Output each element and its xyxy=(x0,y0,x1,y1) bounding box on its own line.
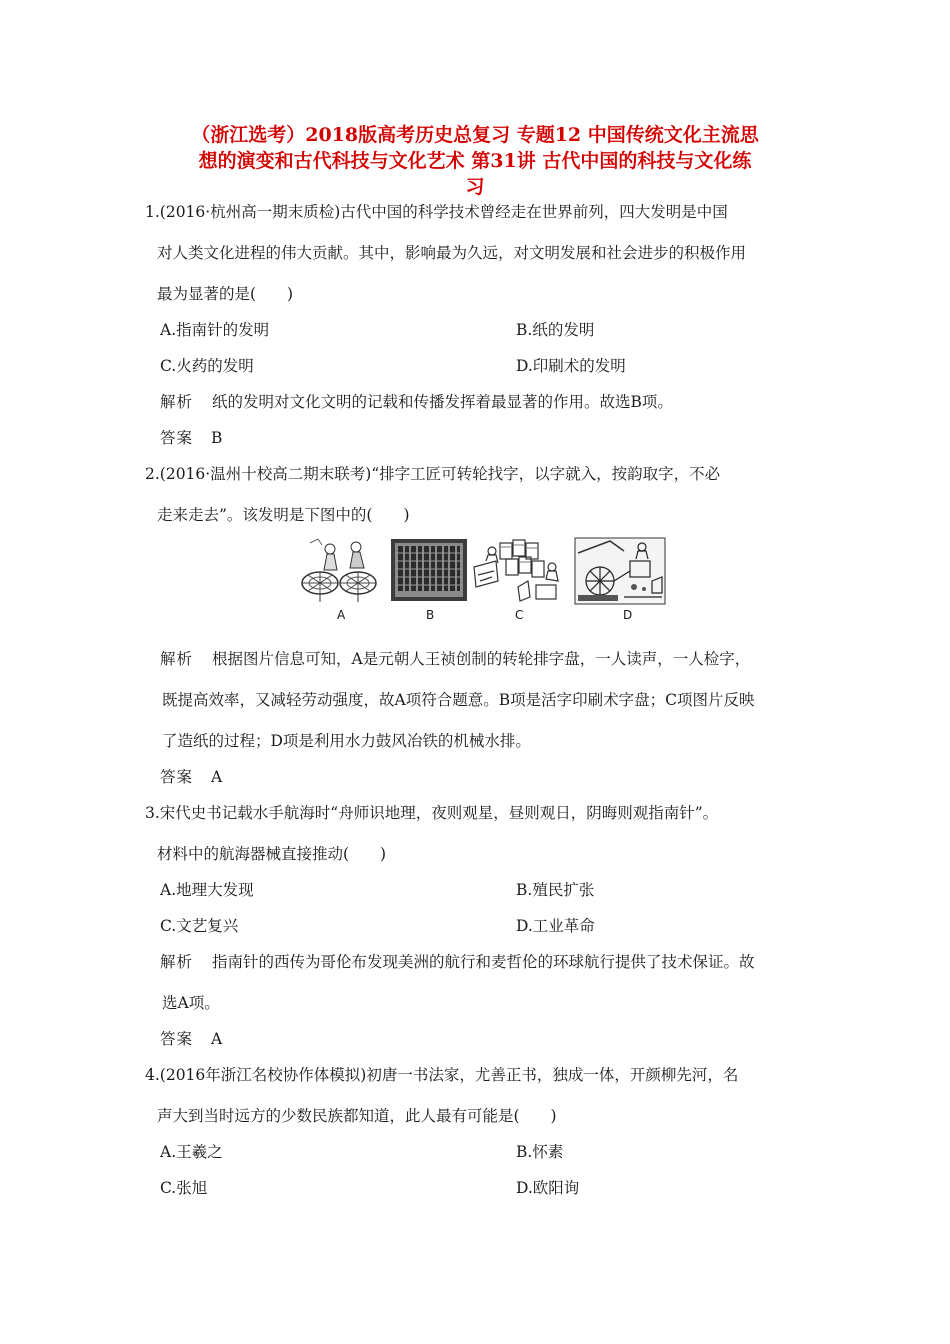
title-line: 习 xyxy=(465,176,485,198)
q1-option-c: C.火药的发明 xyxy=(160,357,254,375)
figure-a-type-wheel xyxy=(300,537,380,603)
q2-figure-panel xyxy=(298,537,668,627)
q2-analysis-line: 根据图片信息可知，A是元朝人王祯创制的转轮排字盘，一人读声，一人检字， xyxy=(212,650,751,668)
q4-option-a: A.王羲之 xyxy=(160,1143,223,1161)
title-line: （浙江选考）2018版高考历史总复习 专题12 中国传统文化主流思 xyxy=(191,124,759,146)
q1-stem-line: 对人类文化进程的伟大贡献。其中，影响最为久远，对文明发展和社会进步的积极作用 xyxy=(157,244,747,262)
q1-stem-line: 1.(2016·杭州高一期末质检)古代中国的科学技术曾经走在世界前列，四大发明是中国 xyxy=(145,203,728,221)
q2-analysis-line: 了造纸的过程；D项是利用水力鼓风冶铁的机械水排。 xyxy=(162,732,531,750)
title-line: 想的演变和古代科技与文化艺术 第31讲 古代中国的科技与文化练 xyxy=(198,150,752,172)
figure-d-water-bellows xyxy=(574,537,666,605)
q4-stem-line: 4.(2016年浙江名校协作体模拟)初唐一书法家，尤善正书，独成一体，开颜柳先河，名 xyxy=(145,1066,739,1084)
q3-answer-label: 答案 xyxy=(160,1030,194,1048)
q3-answer: A xyxy=(211,1030,223,1048)
figure-label-a: A xyxy=(337,608,346,622)
q3-analysis-line: 选A项。 xyxy=(162,994,220,1012)
q3-option-c: C.文艺复兴 xyxy=(160,917,239,935)
q2-stem-line: 2.(2016·温州十校高二期末联考)“排字工匠可转轮找字，以字就入，按韵取字，不必 xyxy=(145,465,721,483)
q2-answer: A xyxy=(211,768,223,786)
q1-stem-line: 最为显著的是( ) xyxy=(157,285,294,303)
q2-analysis-label: 解析 xyxy=(160,650,194,668)
q3-stem-line: 材料中的航海器械直接推动( ) xyxy=(157,845,387,863)
figure-c-papermaking xyxy=(472,537,564,605)
q1-answer-label: 答案 xyxy=(160,429,194,447)
q3-option-b: B.殖民扩张 xyxy=(516,881,595,899)
q1-analysis: 纸的发明对文化文明的记载和传播发挥着最显著的作用。故选B项。 xyxy=(212,393,673,411)
q4-option-b: B.怀素 xyxy=(516,1143,564,1161)
q3-stem-line: 3.宋代史书记载水手航海时“舟师识地理，夜则观星，昼则观日，阴晦则观指南针”。 xyxy=(145,804,719,822)
q1-option-a: A.指南针的发明 xyxy=(160,321,270,339)
q1-option-d: D.印刷术的发明 xyxy=(516,357,626,375)
q2-analysis-line: 既提高效率，又减轻劳动强度，故A项符合题意。B项是活字印刷术字盘；C项图片反映 xyxy=(162,691,755,709)
q3-option-a: A.地理大发现 xyxy=(160,881,254,899)
q4-stem-line: 声大到当时远方的少数民族都知道，此人最有可能是( ) xyxy=(157,1107,557,1125)
q3-analysis-label: 解析 xyxy=(160,953,194,971)
document-title xyxy=(120,122,830,200)
q1-analysis-label: 解析 xyxy=(160,393,194,411)
q4-option-c: C.张旭 xyxy=(160,1179,208,1197)
q3-option-d: D.工业革命 xyxy=(516,917,595,935)
figure-label-d: D xyxy=(623,608,633,622)
figure-b-type-tray xyxy=(390,537,468,603)
q2-answer-label: 答案 xyxy=(160,768,194,786)
q3-analysis-line: 指南针的西传为哥伦布发现美洲的航行和麦哲伦的环球航行提供了技术保证。故 xyxy=(212,953,755,971)
q1-option-b: B.纸的发明 xyxy=(516,321,595,339)
q4-option-d: D.欧阳询 xyxy=(516,1179,580,1197)
q1-answer: B xyxy=(211,429,223,447)
figure-label-b: B xyxy=(426,608,435,622)
q2-stem-line: 走来走去”。该发明是下图中的( ) xyxy=(157,506,410,524)
figure-label-c: C xyxy=(515,608,524,622)
